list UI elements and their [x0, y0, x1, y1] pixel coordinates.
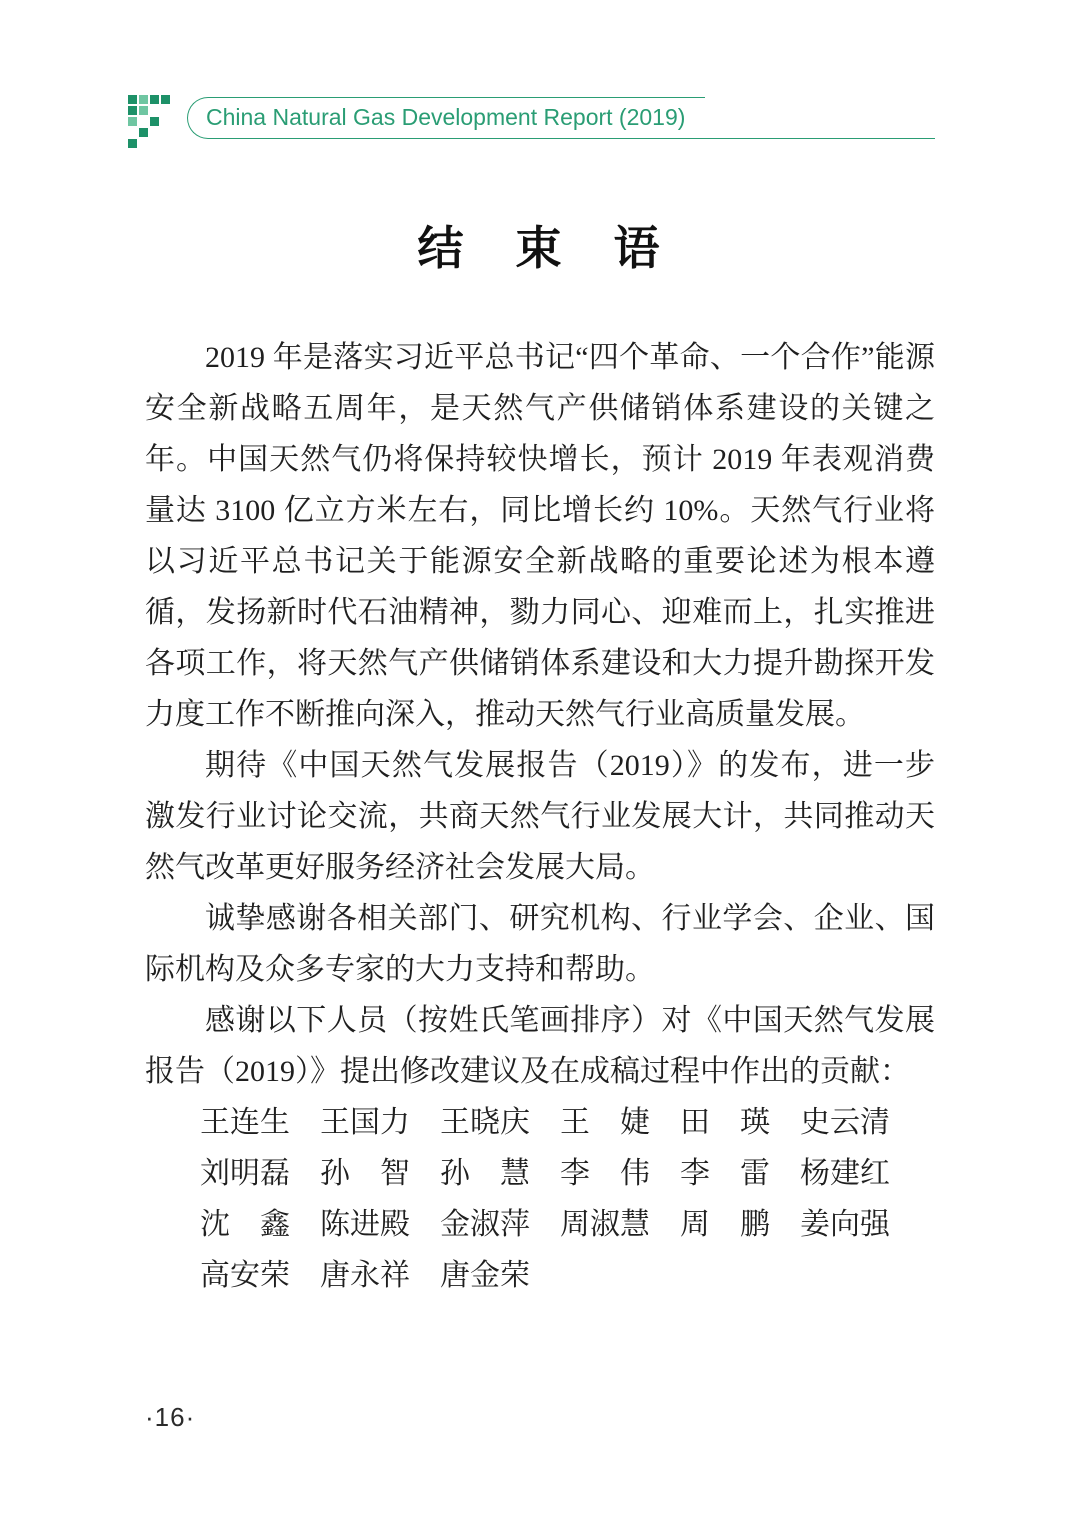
- logo-gap: [161, 128, 170, 137]
- pixel-logo: [128, 95, 170, 148]
- contributor-name: 唐金荣: [440, 1259, 530, 1292]
- contributor-name: 刘明磊: [200, 1157, 290, 1190]
- contributor-name: 王国力: [320, 1106, 410, 1139]
- body-paragraph: 2019 年是落实习近平总书记“四个革命、一个合作”能源安全新战略五周年，是天然气产供储销体系建设的关键之年。中国天然气仍将保持较快增长，预计 2019 年表观消费量达 3100 亿立方米左右，同比增长约 10%。天然气行业将以习近平总书记关于能源安全新战略的重要论述为根本遵循，发扬新时代石油精神，勠力同心、迎难而上，扎实推进各项工作，将天然气产供储销体系建设和大力提升勘探开发力度工作不断推向深入，推动天然气行业高质量发展。: [145, 341, 935, 731]
- contributor-name: 唐永祥: [320, 1259, 410, 1292]
- logo-gap: [150, 106, 159, 115]
- contributor-name: 孙 慧: [440, 1157, 530, 1190]
- contributor-name: 史云清: [800, 1106, 890, 1139]
- logo-square: [128, 117, 137, 126]
- contributor-name: 田 瑛: [680, 1106, 770, 1139]
- logo-gap: [150, 139, 159, 148]
- contributor-name: 沈 鑫: [200, 1208, 290, 1241]
- logo-gap: [128, 128, 137, 137]
- contributor-row: [200, 1148, 935, 1199]
- contributor-name: 姜向强: [800, 1208, 890, 1241]
- contributor-list: [200, 1097, 935, 1301]
- logo-square: [128, 95, 137, 104]
- report-title-tab: [187, 97, 705, 139]
- report-title: China Natural Gas Development Report (2019): [206, 103, 686, 130]
- logo-square: [161, 95, 170, 104]
- contributor-name: 陈进殿: [320, 1208, 410, 1241]
- logo-gap: [161, 117, 170, 126]
- logo-gap: [161, 106, 170, 115]
- contributor-name: 周 鹏: [680, 1208, 770, 1241]
- contributor-name: 李 雷: [680, 1157, 770, 1190]
- document-body: [145, 332, 935, 1097]
- page-header: [0, 94, 1080, 148]
- logo-gap: [161, 139, 170, 148]
- logo-square: [139, 106, 148, 115]
- logo-square: [139, 95, 148, 104]
- header-rule: [705, 97, 935, 139]
- contributor-row: [200, 1097, 935, 1148]
- logo-square: [150, 117, 159, 126]
- logo-square: [150, 95, 159, 104]
- logo-gap: [139, 139, 148, 148]
- logo-square: [128, 139, 137, 148]
- logo-square: [128, 106, 137, 115]
- body-paragraph: 诚挚感谢各相关部门、研究机构、行业学会、企业、国际机构及众多专家的大力支持和帮助。: [145, 902, 935, 986]
- logo-square: [139, 128, 148, 137]
- contributor-name: 王晓庆: [440, 1106, 530, 1139]
- page-title: 结 束 语: [417, 222, 663, 274]
- body-paragraph: 感谢以下人员（按姓氏笔画排序）对《中国天然气发展报告（2019）》提出修改建议及在成稿过程中作出的贡献：: [145, 1004, 935, 1088]
- logo-gap: [150, 128, 159, 137]
- contributor-name: 孙 智: [320, 1157, 410, 1190]
- contributor-name: 杨建红: [800, 1157, 890, 1190]
- body-paragraph: 期待《中国天然气发展报告（2019）》的发布，进一步激发行业讨论交流，共商天然气行业发展大计，共同推动天然气改革更好服务经济社会发展大局。: [145, 749, 935, 884]
- contributor-row: [200, 1250, 935, 1301]
- page-number: ·16·: [145, 1402, 196, 1432]
- contributor-name: 高安荣: [200, 1259, 290, 1292]
- contributor-row: [200, 1199, 935, 1250]
- contributor-name: 王 婕: [560, 1106, 650, 1139]
- logo-gap: [139, 117, 148, 126]
- report-title-tab-wrap: [187, 97, 935, 139]
- contributor-name: 周淑慧: [560, 1208, 650, 1241]
- contributor-name: 王连生: [200, 1106, 290, 1139]
- contributor-name: 李 伟: [560, 1157, 650, 1190]
- contributor-name: 金淑萍: [440, 1208, 530, 1241]
